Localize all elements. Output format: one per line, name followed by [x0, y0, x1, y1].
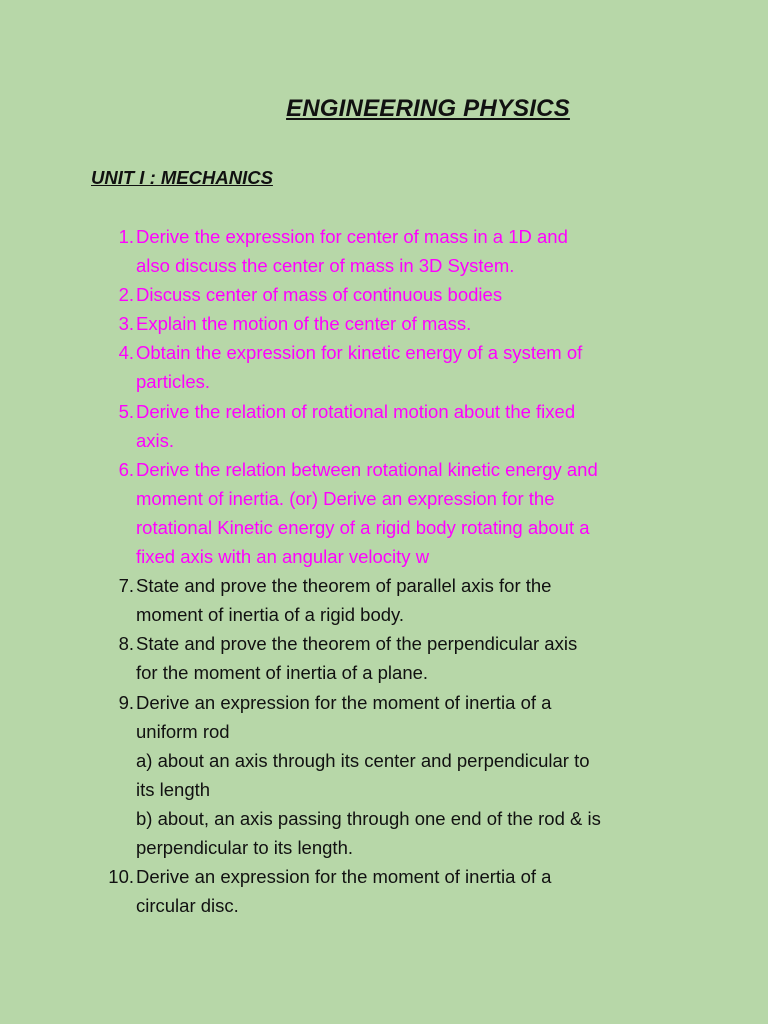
question-text-line: Derive the expression for center of mass in a 1D and [136, 226, 568, 247]
question-text-line: State and prove the theorem of parallel axis for the [136, 575, 552, 597]
question-item [0, 280, 768, 309]
question-text-line: its length [136, 778, 211, 800]
question-number: 8. [118, 633, 134, 655]
question-text-line: particles. [136, 371, 211, 393]
question-number: 3. [118, 313, 134, 335]
question-item [0, 571, 768, 629]
question-text-line: rotational Kinetic energy of a rigid body rotating about a [136, 516, 590, 538]
question-text-line: Obtain the expression for kinetic energy of a system of [136, 342, 583, 364]
question-text-line: moment of inertia of a rigid body. [136, 604, 405, 626]
question-text-line: a) about an axis through its center and perpendicular to [136, 749, 590, 771]
question-number: 6. [118, 458, 134, 480]
question-text-line: also discuss the center of mass in 3D System. [136, 255, 515, 277]
question-text-line: Derive the relation between rotational kinetic energy and [136, 458, 598, 480]
question-text-line: perpendicular to its length. [136, 836, 353, 858]
question-text-line: State and prove the theorem of the perpendicular axis [136, 633, 578, 655]
question-text-line: circular disc. [136, 895, 239, 917]
question-number: 9. [118, 691, 134, 713]
question-text-line: axis. [136, 429, 175, 451]
question-item [0, 629, 768, 687]
question-text-line: Derive an expression for the moment of inertia of a [136, 691, 552, 713]
question-item [0, 455, 768, 571]
question-number: 5. [118, 400, 134, 422]
question-item [0, 397, 768, 455]
question-text-line: uniform rod [136, 720, 230, 742]
question-text-line: moment of inertia. (or) Derive an expression for the [136, 487, 555, 509]
question-text-line: Derive an expression for the moment of inertia of a [136, 866, 552, 888]
question-item [0, 309, 768, 338]
question-text-line: for the moment of inertia of a plane. [136, 662, 429, 684]
question-item [0, 222, 768, 280]
document-title: ENGINEERING PHYSICS [286, 95, 570, 122]
question-item [0, 862, 768, 920]
question-number: 4. [118, 342, 134, 364]
question-item [0, 688, 768, 863]
question-number: 2. [118, 284, 134, 306]
question-number: 7. [118, 575, 134, 597]
question-text-line: Discuss center of mass of continuous bodies [136, 284, 503, 306]
unit-heading: UNIT I : MECHANICS [91, 167, 273, 188]
question-list [0, 222, 768, 920]
question-number: 10. [108, 866, 134, 888]
question-number: 1. [118, 226, 134, 247]
question-item [0, 338, 768, 396]
question-text-line: b) about, an axis passing through one end of the rod & is [136, 807, 601, 829]
question-text-line: Derive the relation of rotational motion about the fixed [136, 400, 576, 422]
question-text-line: fixed axis with an angular velocity w [136, 546, 430, 568]
question-text-line: Explain the motion of the center of mass. [136, 313, 472, 335]
